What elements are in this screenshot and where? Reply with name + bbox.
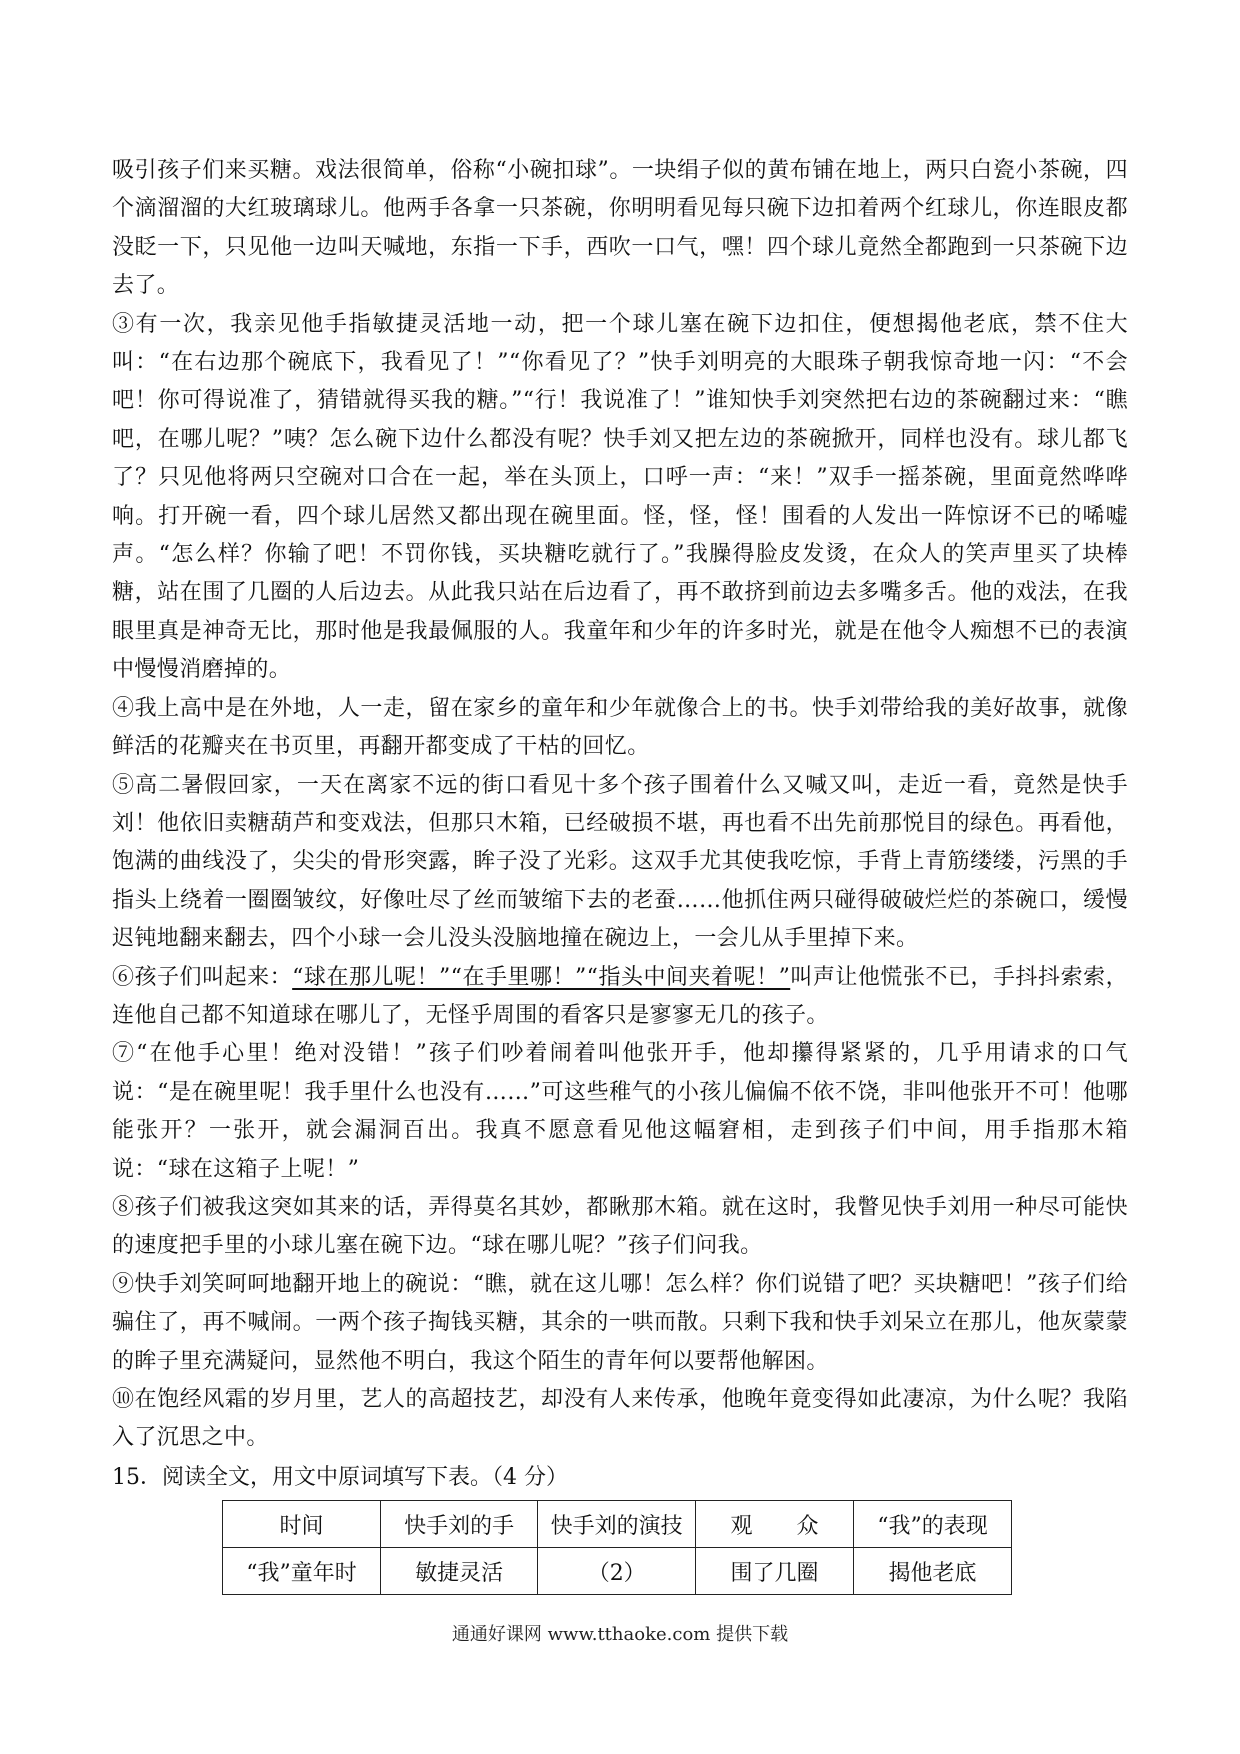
answer-table xyxy=(222,1500,1012,1595)
page-footer: 通通好课网 www.tthaoke.com 提供下载 xyxy=(451,1624,789,1645)
table-header-cell: “我”的表现 xyxy=(854,1501,1012,1548)
table-header-cell: 快手刘的手 xyxy=(380,1501,537,1548)
table-header-cell: 观 众 xyxy=(696,1501,854,1548)
table-cell: 敏捷灵活 xyxy=(380,1548,537,1595)
table-cell: 揭他老底 xyxy=(854,1548,1012,1595)
table-header-cell: 快手刘的演技 xyxy=(538,1501,696,1548)
table-header-row xyxy=(223,1501,1012,1548)
paragraph-3: ③有一次，我亲见他手指敏捷灵活地一动，把一个球儿塞在碗下边扣住，便想揭他老底，禁不住大叫：“在右边那个碗底下，我看见了！”“你看见了？”快手刘明亮的大眼珠子朝我惊奇地一闪：“不会吧！你可得说准了，猜错就得买我的糖。”“行！我说准了！”谁知快手刘突然把右边的茶碗翻过来：“瞧吧，在哪儿呢？”咦？怎么碗下边什么都没有呢？快手刘又把左边的茶碗掀开，同样也没有。球儿都飞了？只见他将两只空碗对口合在一起，举在头顶上，口呼一声：“来！”双手一摇茶碗，里面竟然哗哗响。打开碗一看，四个球儿居然又都出现在碗里面。怪，怪，怪！围看的人发出一阵惊讶不已的唏嘘声。“怎么样？你输了吧！不罚你钱，买块糖吃就行了。”我臊得脸皮发烫，在众人的笑声里买了块棒糖，站在围了几圈的人后边去。从此我只站在后边看了，再不敢挤到前边去多嘴多舌。他的戏法，在我眼里真是神奇无比，那时他是我最佩服的人。我童年和少年的许多时光，就是在他令人痴想不已的表演中慢慢消磨掉的。 xyxy=(112,311,1128,683)
table-cell-blank-2[interactable]: （2） xyxy=(538,1548,696,1595)
paragraph-6-lead: ⑥孩子们叫起来： xyxy=(112,964,293,990)
question-15: 15．阅读全文，用文中原词填写下表。（4 分） xyxy=(112,1465,568,1490)
paragraph-10: ⑩在饱经风霜的岁月里，艺人的高超技艺，却没有人来传承，他晚年竟变得如此凄凉，为什么呢？我陷入了沉思之中。 xyxy=(112,1387,1128,1451)
paragraph-6-underlined-quote: “球在那儿呢！”“在手里哪！”“指头中间夹着呢！” xyxy=(292,964,791,990)
table-cell: 围了几圈 xyxy=(696,1548,854,1595)
paragraph-6-rest: 叫声让他慌张不已，手抖抖索索，连他自己都不知道球在哪儿了，无怪乎周围的看客只是寥寥无几的孩子。 xyxy=(112,964,1129,1028)
paragraph-5: ⑤高二暑假回家，一天在离家不远的街口看见十多个孩子围着什么又喊又叫，走近一看，竟然是快手刘！他依旧卖糖葫芦和变戏法，但那只木箱，已经破损不堪，再也看不出先前那悦目的绿色。再看他，饱满的曲线没了，尖尖的骨形突露，眸子没了光彩。这双手尤其使我吃惊，手背上青筋缕缕，污黑的手指头上绕着一圈圈皱纹，好像吐尽了丝而皱缩下去的老蚕……他抓住两只碰得破破烂烂的茶碗口，缓慢迟钝地翻来翻去，四个小球一会儿没头没脑地撞在碗边上，一会儿从手里掉下来。 xyxy=(112,772,1128,952)
paragraph-7: ⑦“在他手心里！绝对没错！”孩子们吵着闹着叫他张开手，他却攥得紧紧的，几乎用请求的口气说：“是在碗里呢！我手里什么也没有……”可这些稚气的小孩儿偏偏不依不饶，非叫他张开不可！他哪能张开？一张开，就会漏洞百出。我真不愿意看见他这幅窘相，走到孩子们中间，用手指那木箱说：“球在这箱子上呢！” xyxy=(112,1041,1128,1182)
table-row xyxy=(223,1548,1012,1595)
paragraph-4: ④我上高中是在外地，人一走，留在家乡的童年和少年就像合上的书。快手刘带给我的美好故事，就像鲜活的花瓣夹在书页里，再翻开都变成了干枯的回忆。 xyxy=(112,695,1128,760)
table-cell: “我”童年时 xyxy=(223,1548,381,1595)
table-header-cell: 时间 xyxy=(223,1501,381,1548)
paragraph-8: ⑧孩子们被我这突如其来的话，弄得莫名其妙，都瞅那木箱。就在这时，我瞥见快手刘用一种尽可能快的速度把手里的小球儿塞在碗下边。“球在哪儿呢？”孩子们问我。 xyxy=(112,1194,1128,1259)
paragraph-continued: 吸引孩子们来买糖。戏法很简单，俗称“小碗扣球”。一块绢子似的黄布铺在地上，两只白瓷小茶碗，四个滴溜溜的大红玻璃球儿。他两手各拿一只茶碗，你明明看见每只碗下边扣着两个红球儿，你连眼皮都没眨一下，只见他一边叫天喊地，东指一下手，西吹一口气，嘿！四个球儿竟然全都跑到一只茶碗下边去了。 xyxy=(112,158,1128,299)
article-body xyxy=(112,152,1128,1458)
paragraph-9: ⑨快手刘笑呵呵地翻开地上的碗说：“瞧，就在这儿哪！怎么样？你们说错了吧？买块糖吧！”孩子们给骗住了，再不喊闹。一两个孩子掏钱买糖，其余的一哄而散。只剩下我和快手刘呆立在那儿，他灰蒙蒙的眸子里充满疑问，显然他不明白，我这个陌生的青年何以要帮他解困。 xyxy=(112,1271,1128,1374)
paragraph-6 xyxy=(112,959,1128,1036)
